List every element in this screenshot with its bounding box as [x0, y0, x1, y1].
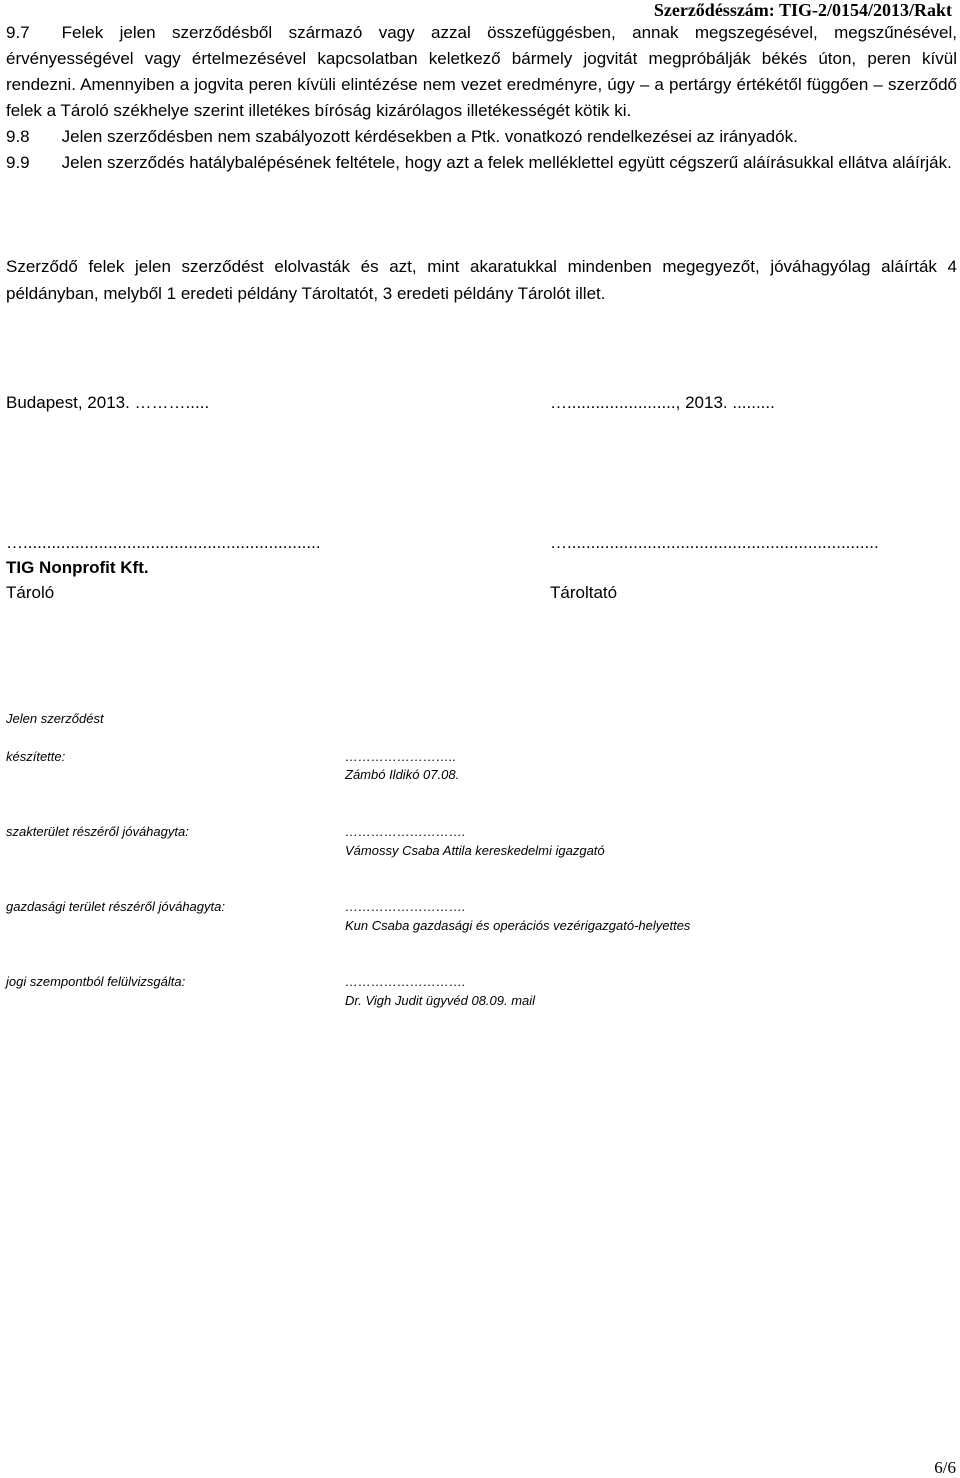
clause-text: Jelen szerződésben nem szabályozott kérdésekben a Ptk. vonatkozó rendelkezései az irányadók.	[61, 127, 798, 146]
approvals-intro: Jelen szerződést	[6, 711, 104, 726]
approval-name: Dr. Vigh Judit ügyvéd 08.09. mail	[345, 993, 536, 1008]
company-name: TIG Nonprofit Kft.	[6, 558, 149, 577]
clause-9-8	[6, 124, 957, 150]
approval-dots: ……………………..	[345, 749, 457, 764]
contract-number-header: Szerződésszám: TIG-2/0154/2013/Rakt	[653, 0, 952, 20]
clause-9-9	[6, 150, 957, 176]
approval-dots: ……………………….	[345, 824, 466, 839]
page-number: 6/6	[934, 1458, 956, 1477]
approval-dots: ……………………….	[345, 899, 466, 914]
clause-text: Jelen szerződés hatálybalépésének feltétele, hogy azt a felek melléklettel együtt cégszerű aláírásukkal ellátva aláírják.	[61, 153, 952, 172]
approval-label: gazdasági terület részéről jóváhagyta:	[6, 899, 225, 914]
approval-name: Vámossy Csaba Attila kereskedelmi igazgató	[345, 843, 605, 858]
clause-number: 9.9	[6, 153, 30, 172]
clause-9-7	[6, 20, 957, 124]
clause-text: Felek jelen szerződésből származó vagy azzal összefüggésben, annak megszegésével, megszűnésével, érvényességével vagy értelmezésével kapcsolatban keletkező bármely jogvitát megpróbálják békés úton, peren kívül rendezni. Amennyiben a jogvita peren kívüli elintézése nem vezet eredményre, úgy – a pertárgy értékétől függően – szerződő felek a Tároló székhelye szerint illetékes bíróság kizárólagos illetékességét kötik ki.	[6, 23, 957, 120]
approval-dots: ……………………….	[345, 974, 466, 989]
role-tarolo: Tároló	[6, 583, 55, 602]
signature-line-right: …..................................................................	[550, 533, 879, 552]
approval-name: Kun Csaba gazdasági és operációs vezérigazgató-helyettes	[345, 918, 691, 933]
role-taroltato: Tároltató	[550, 583, 618, 602]
approval-label: jogi szempontból felülvizsgálta:	[6, 974, 186, 989]
clause-number: 9.8	[6, 127, 30, 146]
approval-label: szakterület részéről jóváhagyta:	[6, 824, 189, 839]
place-date-left: Budapest, 2013. ……….....	[6, 393, 210, 412]
approval-name: Zámbó Ildikó 07.08.	[345, 767, 460, 782]
signature-line-left: …...............................................................	[6, 533, 321, 552]
approval-label: készítette:	[6, 749, 66, 764]
closing-paragraph: Szerződő felek jelen szerződést elolvasták és azt, mint akaratukkal mindenben megegyezőt, jóváhagyólag aláírták 4 példányban, melyből 1 eredeti példány Tároltatót, 3 eredeti példány Tárolót illet.	[6, 257, 957, 303]
place-date-right: …......................., 2013. .........	[550, 393, 775, 412]
clause-number: 9.7	[6, 23, 30, 42]
